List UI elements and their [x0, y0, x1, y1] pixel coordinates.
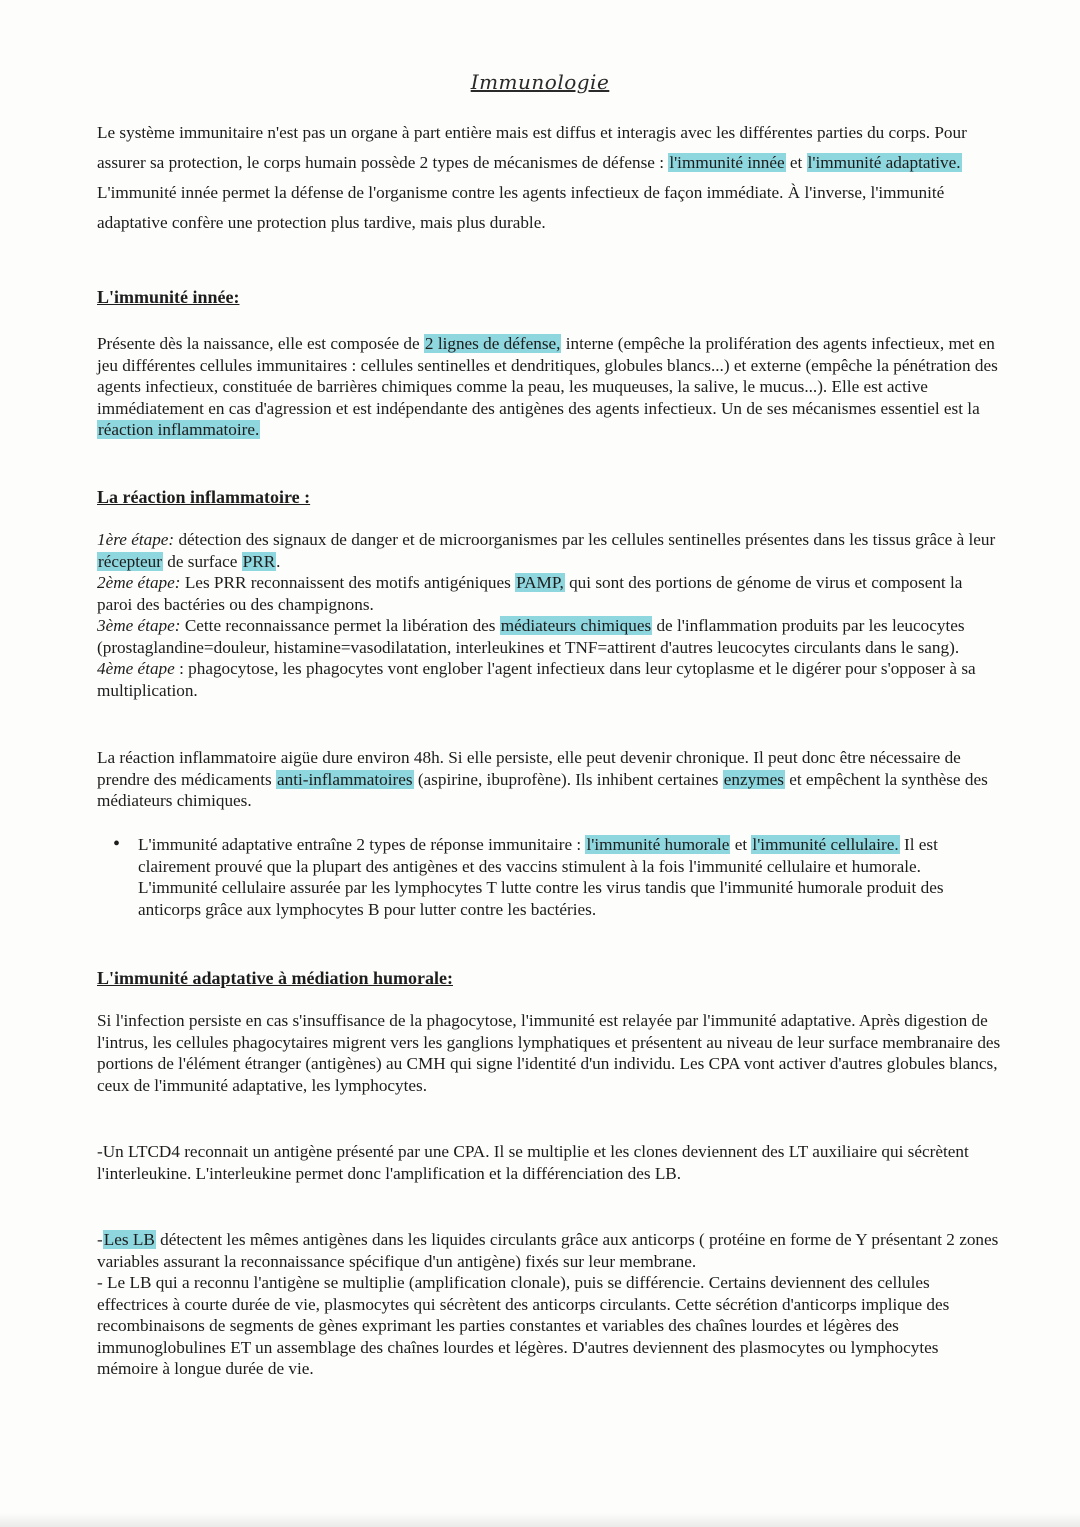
- humoral-paragraph-3: [97, 1229, 1002, 1380]
- inflammation-text: (aspirine, ibuprofène). Ils inhibent certaines: [413, 769, 723, 789]
- intro-text: Le système immunitaire n'est pas un organe à part entière mais est diffus et interagis avec les différentes parties du corps. Pour assurer sa protection, le corps humain possède 2 types de mécanismes de défense :: [97, 123, 967, 172]
- humoral-paragraph-1: Si l'infection persiste en cas s'insuffisance de la phagocytose, l'immunité est relayée par l'immunité adaptative. Après digestion de l'intrus, les cellules phagocytaires migrent vers les ganglions lymphatiques et présentent au niveau de leur surface membranaire des portions de l'élément étranger (antigènes) au CMH qui signe l'identité d'un individu. Les CPA vont activer d'autres globules blancs, ceux de l'immunité adaptative, les lymphocytes.: [97, 1011, 1001, 1095]
- highlight-pamp: PAMP,: [516, 573, 564, 592]
- highlight-prr: PRR: [242, 551, 276, 571]
- step-text: Cette reconnaissance permet la libération des: [180, 616, 500, 635]
- bullet-segment: Il est clairement prouvé que la plupart des antigènes et des vaccins stimulent à la fois l'immunité cellulaire et humorale. L'immunité cellulaire assurée par les lymphocytes T lutte contre les virus tandis que l'immunité humorale produit des anticorps grâce aux lymphocytes B pour lutter contre les bactéries.: [138, 835, 944, 919]
- highlight-humoral: l'immunité humorale: [586, 835, 730, 854]
- step-text: de l'inflammation produits par les leucocytes (prostaglandine=douleur, histamine=vasodilatation, interleukines et TNF=attirent d'autres leucocytes circulants dans le sang).: [97, 616, 965, 657]
- innate-paragraph: [97, 333, 1002, 441]
- humoral-paragraph-2: -Un LTCD4 reconnait un antigène présenté par une CPA. Il se multiplie et les clones deviennent des LT auxiliaire qui sécrètent l'interleukine. L'interleukine permet donc l'amplification et la différenciation des LB.: [97, 1142, 969, 1183]
- step-2: [97, 572, 1002, 615]
- highlight-mediators: médiateurs chimiques: [500, 616, 652, 635]
- step-text: qui sont des portions de génome de virus et composent la paroi des bactéries ou des champignons.: [97, 573, 963, 614]
- bullet-dot-icon: •: [113, 833, 121, 855]
- step-text: détection des signaux de danger et de microorganismes par les cellules sentinelles présentes dans les tissus grâce à leur: [174, 530, 996, 549]
- bullet-segment: L'immunité adaptative entraîne 2 types de réponse immunitaire :: [138, 835, 586, 854]
- intro-text: et: [785, 153, 807, 172]
- page-title: Immunologie: [470, 70, 610, 94]
- heading-humoral: L'immunité adaptative à médiation humorale:: [97, 968, 453, 988]
- bullet-segment: et: [730, 835, 752, 854]
- highlight-innate: l'immunité innée: [669, 153, 785, 172]
- lb-detection: [97, 1229, 1002, 1272]
- step-text: Les PRR reconnaissent des motifs antigéniques: [180, 573, 516, 592]
- inflammation-text: La réaction inflammatoire aigüe dure environ 48h. Si elle persiste, elle peut devenir chronique. Il peut donc être nécessaire de prendre des médicaments: [97, 748, 961, 789]
- humoral-text: -: [97, 1230, 103, 1249]
- highlight-cellular: l'immunité cellulaire.: [752, 835, 899, 854]
- heading-innate: L'immunité innée:: [97, 287, 240, 307]
- intro-text: L'immunité innée permet la défense de l'organisme contre les agents infectieux de façon immédiate. À l'inverse, l'immunité adaptative confère une protection plus tardive, mais plus durable.: [97, 183, 945, 232]
- inflammation-paragraph: [97, 747, 1002, 812]
- step-label: 1ère étape:: [97, 530, 175, 549]
- bullet-text: [138, 834, 998, 920]
- highlight-receptor: récepteur: [98, 551, 162, 571]
- step-text: .: [276, 551, 281, 571]
- highlight-adaptive: l'immunité adaptative.: [807, 153, 961, 172]
- inflammation-text: et empêchent la synthèse des médiateurs chimiques.: [97, 769, 988, 810]
- bullet-item: [113, 834, 998, 920]
- step-label: 4ème étape: [97, 659, 175, 678]
- lb-differentiation: - Le LB qui a reconnu l'antigène se multiplie (amplification clonale), puis se différencie. Certains deviennent des cellules effectrices à courte durée de vie, plasmocytes qui sécrètent des anticorps circulants. Cette sécrétion d'anticorps implique des recombinaisons de segments de gènes exprimant les parties constantes et variables des chaînes lourdes et légères des immunoglobulines ET un assemblage des chaînes lourdes et légères. D'autres deviennent des plasmocytes ou lymphocytes mémoire à longue durée de vie.: [97, 1273, 950, 1378]
- humoral-text: détectent les mêmes antigènes dans les liquides circulants grâce aux anticorps ( protéine en forme de Y présentant 2 zones variables assurant la reconnaissance spécifique d'un antigène) fixés sur leur membrane.: [97, 1230, 999, 1271]
- highlight-lb: Les LB: [103, 1230, 155, 1249]
- highlight-defense-lines: 2 lignes de défense,: [424, 334, 561, 353]
- step-3: [97, 615, 1002, 658]
- heading-inflammation: La réaction inflammatoire :: [97, 487, 311, 507]
- innate-text: Présente dès la naissance, elle est composée de: [97, 334, 424, 353]
- step-label: 2ème étape:: [97, 573, 181, 592]
- step-label: 3ème étape:: [97, 616, 181, 635]
- step-1: [97, 529, 1002, 572]
- step-text: de surface: [162, 551, 242, 571]
- highlight-inflammation: réaction inflammatoire.: [98, 420, 260, 439]
- inflammation-steps: [97, 529, 1002, 701]
- step-4: [97, 658, 1002, 701]
- scan-edge: [0, 1513, 1080, 1527]
- highlight-anti-inflammatory: anti-inflammatoires: [276, 769, 413, 789]
- step-text: : phagocytose, les phagocytes vont englober l'agent infectieux dans leur cytoplasme et le digérer pour s'opposer à sa multiplication.: [97, 659, 976, 700]
- highlight-enzymes: enzymes: [723, 769, 784, 789]
- innate-text: interne (empêche la prolifération des agents infectieux, met en jeu différentes cellules immunitaires : cellules sentinelles et dendritiques, globules blancs...) et externe (empêche la pénétration des agents infectieux, constituée de barrières chimiques comme la peau, les muqueuses, la salive, le mucus...). Elle est active immédiatement en cas d'agression et est indépendante des antigènes des agents infectieux. Un de ses mécanismes essentiel est la: [97, 334, 998, 418]
- intro-paragraph: [97, 118, 1002, 238]
